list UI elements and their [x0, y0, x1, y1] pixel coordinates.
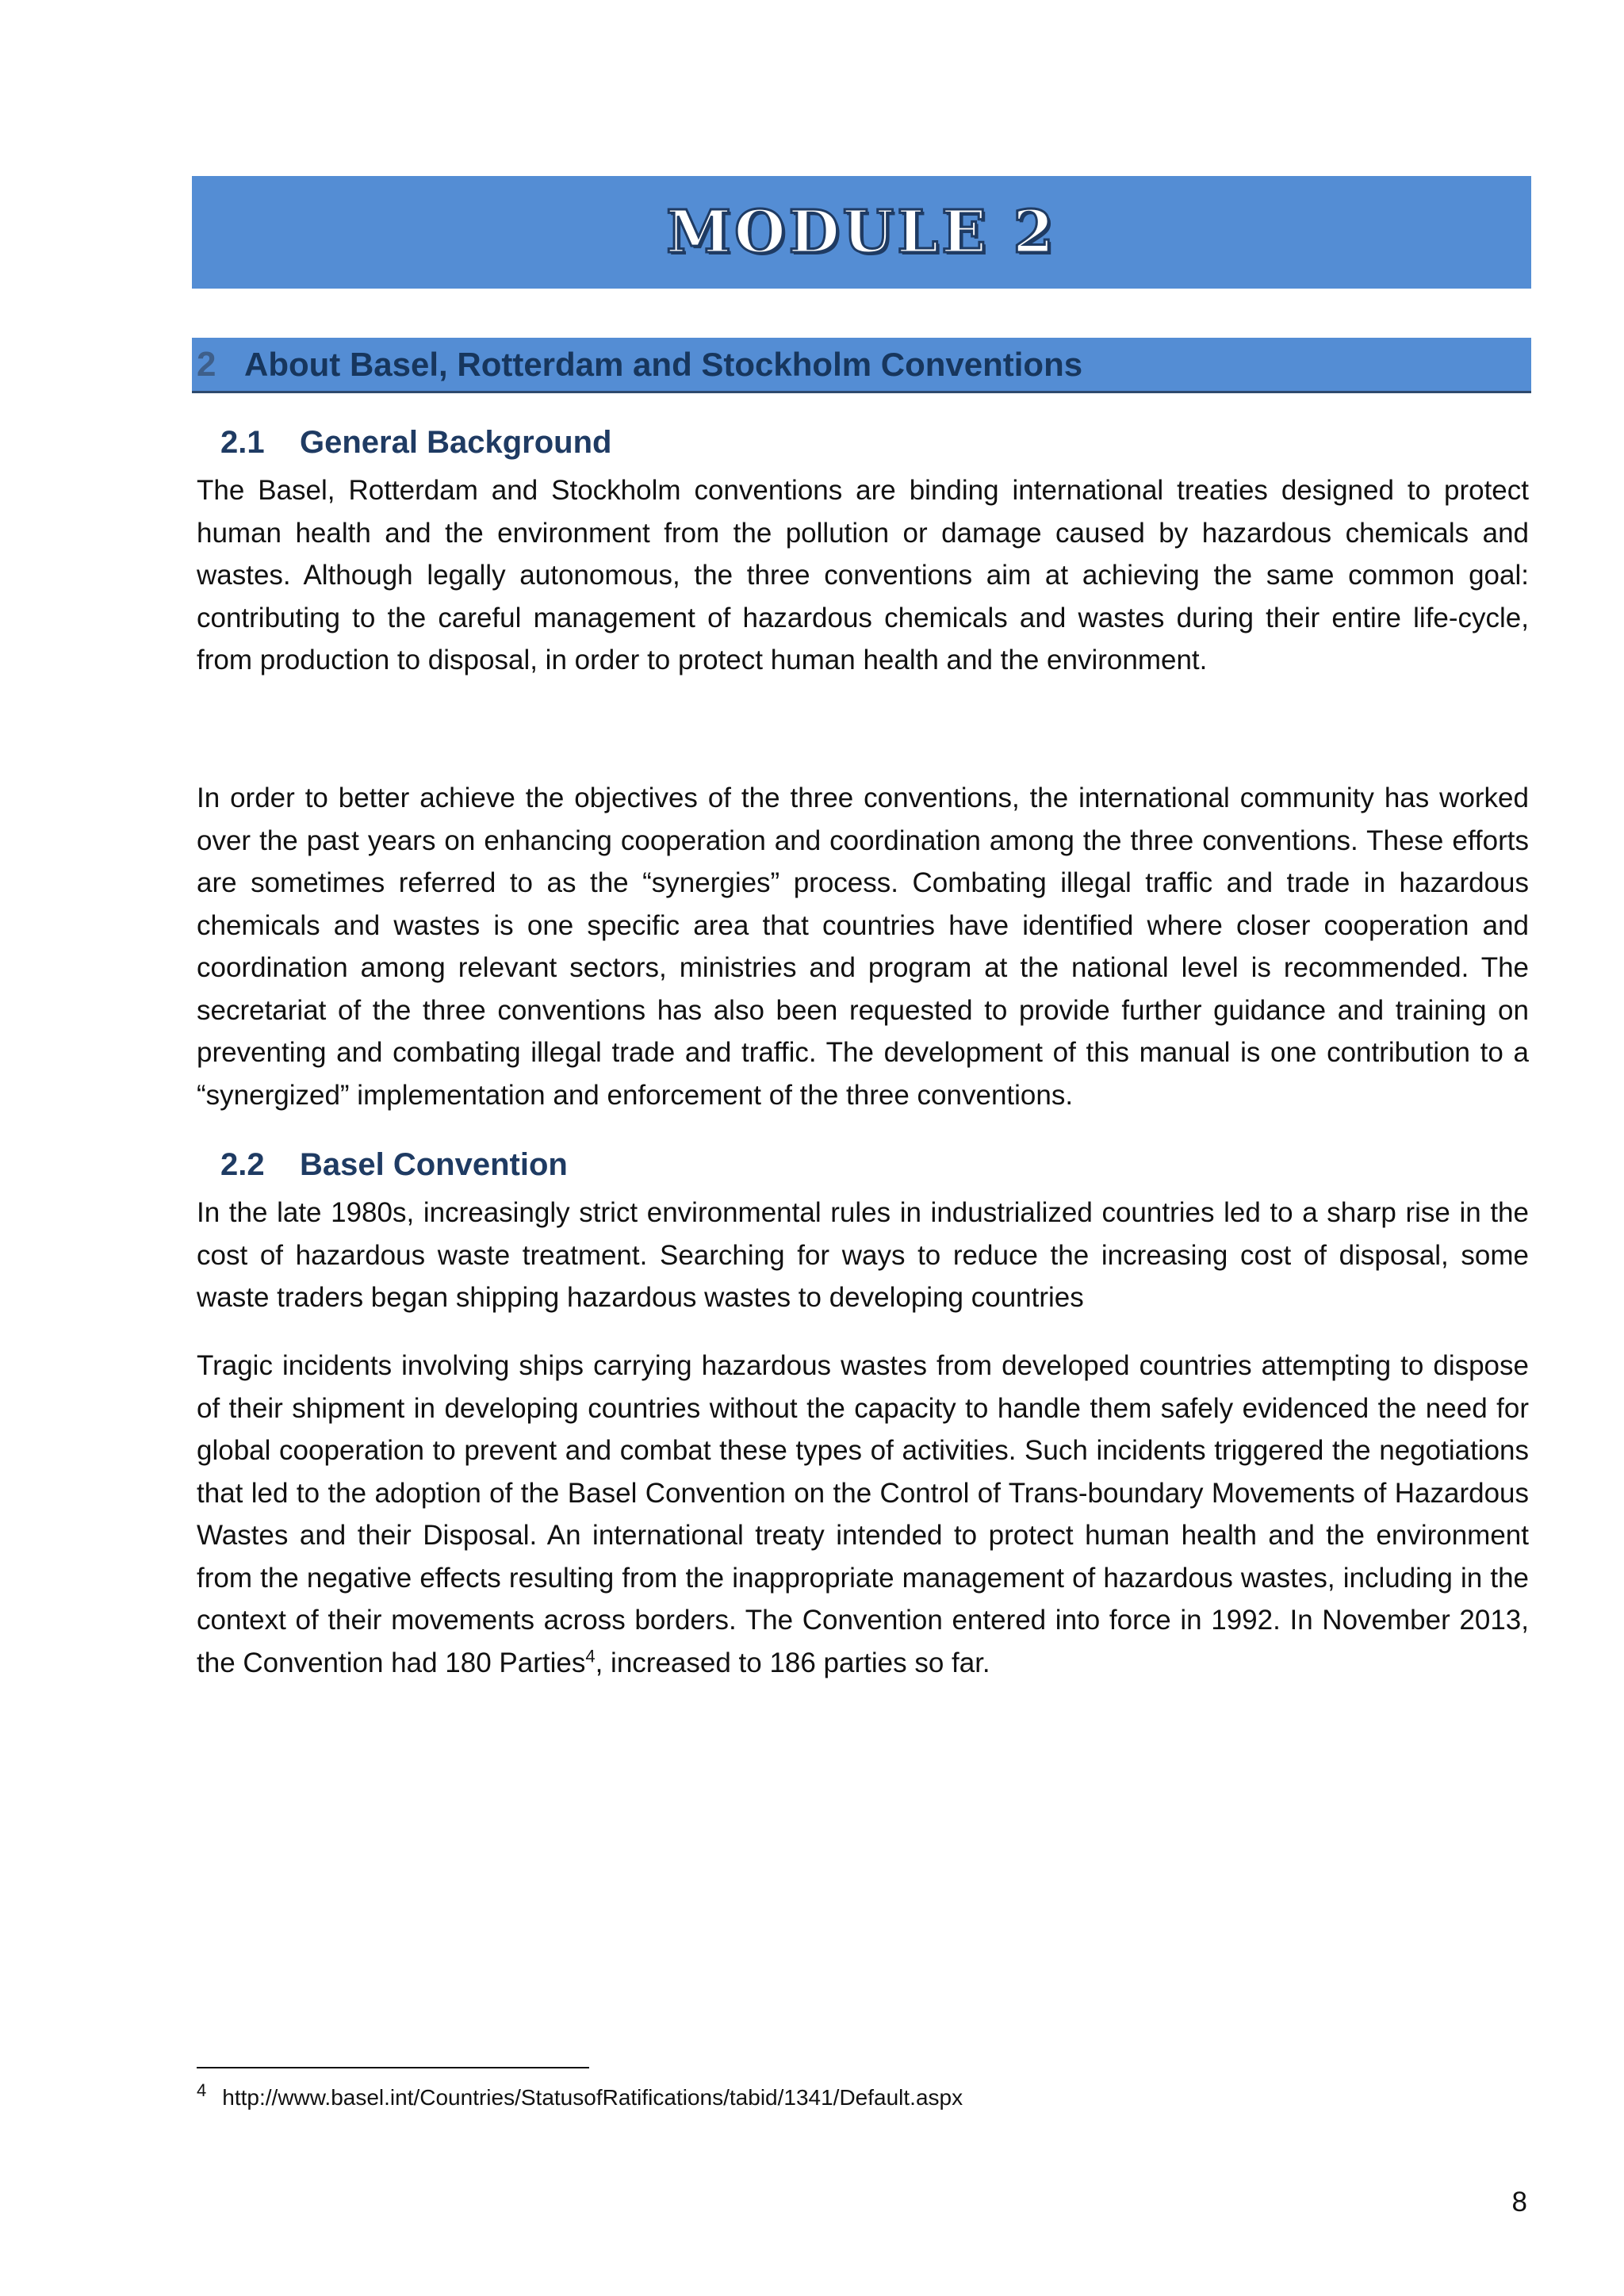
footnote-separator [197, 2067, 589, 2068]
paragraph-general-background-2: In order to better achieve the objectives of the three conventions, the international community has worked over the past years on enhancing cooperation and coordination among the three conventions. These efforts are sometimes referred to as the “synergies” process. Combating illegal traffic and trade in hazardous chemicals and wastes is one specific area that countries have identified where closer cooperation and coordination among relevant sectors, ministries and program at the national level is recommended. The secretariat of the three conventions has also been requested to provide further guidance and training on preventing and combating illegal trade and traffic. The development of this manual is one contribution to a “synergized” implementation and enforcement of the three conventions. [197, 783, 1529, 1111]
chapter-title: About Basel, Rotterdam and Stockholm Conventions [244, 345, 1083, 383]
chapter-number: 2 [197, 344, 216, 384]
section-title: Basel Convention [300, 1147, 568, 1182]
paragraph-basel-convention-1: In the late 1980s, increasingly strict environmental rules in industrialized countries led to a sharp rise in the cost of hazardous waste treatment. Searching for ways to reduce the increasing cost of disposal, some waste traders began shipping hazardous wastes to developing countries [197, 1197, 1529, 1313]
chapter-heading-bar [192, 338, 1531, 393]
section-number: 2.1 [220, 425, 265, 460]
section-heading-basel-convention [220, 1147, 568, 1183]
module-title: MODULE 2 [666, 198, 1057, 266]
footnote-reference[interactable]: 4 [585, 1645, 596, 1666]
paragraph-text: Tragic incidents involving ships carrying hazardous wastes from developed countries attempting to dispose of their shipment in developing countries without the capacity to handle them safely evidenced the need for global cooperation to prevent and combat these types of activities. Such incidents triggered the negotiations that led to the adoption of the Basel Convention on the Control of Trans-boundary Movements of Hazardous Wastes and their Disposal. An international treaty intended to protect human health and the environment from the negative effects resulting from the inappropriate management of hazardous wastes, including in the context of their movements across borders. The Convention entered into force in 1992. In November 2013, the Convention had 180 Parties [197, 1350, 1529, 1678]
section-number: 2.2 [220, 1147, 265, 1182]
footnote-link[interactable]: http://www.basel.int/Countries/StatusofRatifications/tabid/1341/Default.aspx [222, 2085, 963, 2110]
paragraph-general-background-1: The Basel, Rotterdam and Stockholm conventions are binding international treaties designed to protect human health and the environment from the pollution or damage caused by hazardous chemicals and wastes. Although legally autonomous, the three conventions aim at achieving the same common goal: contributing to the careful management of hazardous chemicals and wastes during their entire life-cycle, from production to disposal, in order to protect human health and the environment. [197, 475, 1529, 675]
paragraph-basel-convention-2 [197, 1345, 1529, 1684]
page-number: 8 [1511, 2187, 1527, 2218]
paragraph-tail: , increased to 186 parties so far. [595, 1647, 990, 1678]
section-title: General Background [300, 425, 612, 460]
footnote [197, 2080, 963, 2110]
module-banner [192, 176, 1531, 289]
section-heading-general-background [220, 425, 611, 461]
footnote-mark: 4 [197, 2080, 207, 2100]
